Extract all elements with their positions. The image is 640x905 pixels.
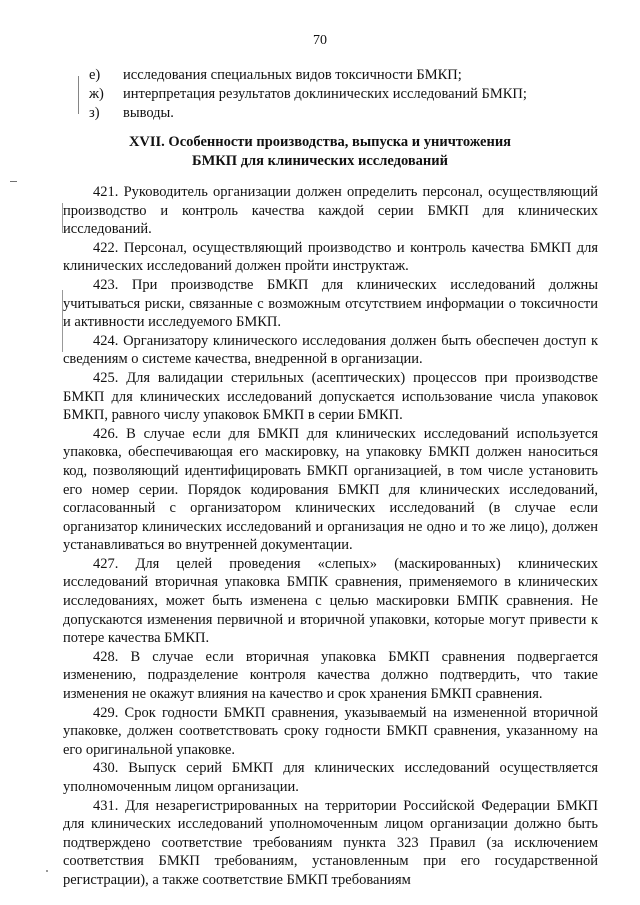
- section-heading-line-2: БМКП для клинических исследований: [192, 153, 448, 169]
- list-item-text: исследования специальных видов токсичности БМКП;: [123, 67, 462, 83]
- list-item: [89, 66, 462, 84]
- list-item-text: выводы.: [123, 105, 174, 121]
- paragraph-423: 423. При производстве БМКП для клинических исследований должны учитываться риски, связанные с возможным отсутствием информации о токсичности и активности исследуемого БМКП.: [63, 276, 598, 331]
- page-number: 70: [313, 33, 327, 48]
- scan-margin-dot: [46, 870, 48, 872]
- section-heading: [40, 133, 600, 171]
- list-marker: ж): [89, 86, 104, 102]
- list-marker: е): [89, 67, 101, 83]
- list-item: [89, 85, 527, 103]
- scan-margin-line: [62, 203, 63, 233]
- document-body: [63, 183, 598, 890]
- scan-margin-dash: [10, 181, 17, 182]
- paragraph-430: 430. Выпуск серий БМКП для клинических исследований осуществляется уполномоченным лицом организации.: [63, 760, 598, 795]
- scan-margin-line: [62, 290, 63, 352]
- list-item: [89, 104, 174, 122]
- paragraph-424: 424. Организатору клинического исследования должен быть обеспечен доступ к сведениям о системе качества, внедренной в организации.: [63, 332, 598, 368]
- paragraph-426: 426. В случае если для БМКП для клинических исследований используется упаковка, обеспечивающая его маскировку, на упаковку БМКП должен наноситься код, позволяющий идентифицировать БМКП организацией, в том числе установить его номер серии. Порядок кодирования БМКП для клинических исследований, согласованный с организатором клинических исследований (в случае если организатор клинических исследований и организация не одно и то же лицо), должен устанавливаться во внутренней документации.: [63, 425, 598, 554]
- paragraph-422: 422. Персонал, осуществляющий производство и контроль качества БМКП для клинических исследований должен пройти инструктаж.: [63, 239, 598, 275]
- list-marker: з): [89, 105, 100, 121]
- scan-margin-line: [78, 76, 79, 114]
- list-item-text: интерпретация результатов доклинических исследований БМКП;: [123, 86, 527, 102]
- paragraph-425: 425. Для валидации стерильных (асептических) процессов при производстве БМКП для клинических исследований допускается использование числа упаковок БМКП, равного числу упаковок БМКП в серии БМКП.: [63, 369, 598, 424]
- section-heading-line-1: XVII. Особенности производства, выпуска и уничтожения: [128, 134, 512, 150]
- paragraph-427: 427. Для целей проведения «слепых» (маскированных) клинических исследований вторичная упаковка БМПК сравнения, применяемого в клинических исследованиях, может быть изменена с целью маскировки БМПК сравнения. Не допускаются изменения первичной и вторичной упаковки, которые могут привести к потере качества БМКП.: [63, 555, 598, 647]
- paragraph-429: 429. Срок годности БМКП сравнения, указываемый на измененной вторичной упаковке, должен соответствовать сроку годности БМКП сравнения, указанному на его оригинальной упаковке.: [63, 704, 598, 758]
- paragraph-421: 421. Руководитель организации должен определить персонал, осуществляющий производство и контроль качества каждой серии БМКП для клинических исследований.: [63, 184, 598, 238]
- paragraph-431: 431. Для незарегистрированных на территории Российской Федерации БМКП для клинических исследований уполномоченным лицом организации должно быть подтверждено соответствие требованиям пункта 323 Правил (за исключением соответствия БМКП требованиям, установленным при его государственной регистрации), а также соответствие БМКП требованиям: [63, 797, 598, 888]
- paragraph-428: 428. В случае если вторичная упаковка БМКП сравнения подвергается изменению, подразделение контроля качества должно подтвердить, что такие изменения не окажут влияния на качество и срок хранения БМКП сравнения.: [63, 648, 598, 703]
